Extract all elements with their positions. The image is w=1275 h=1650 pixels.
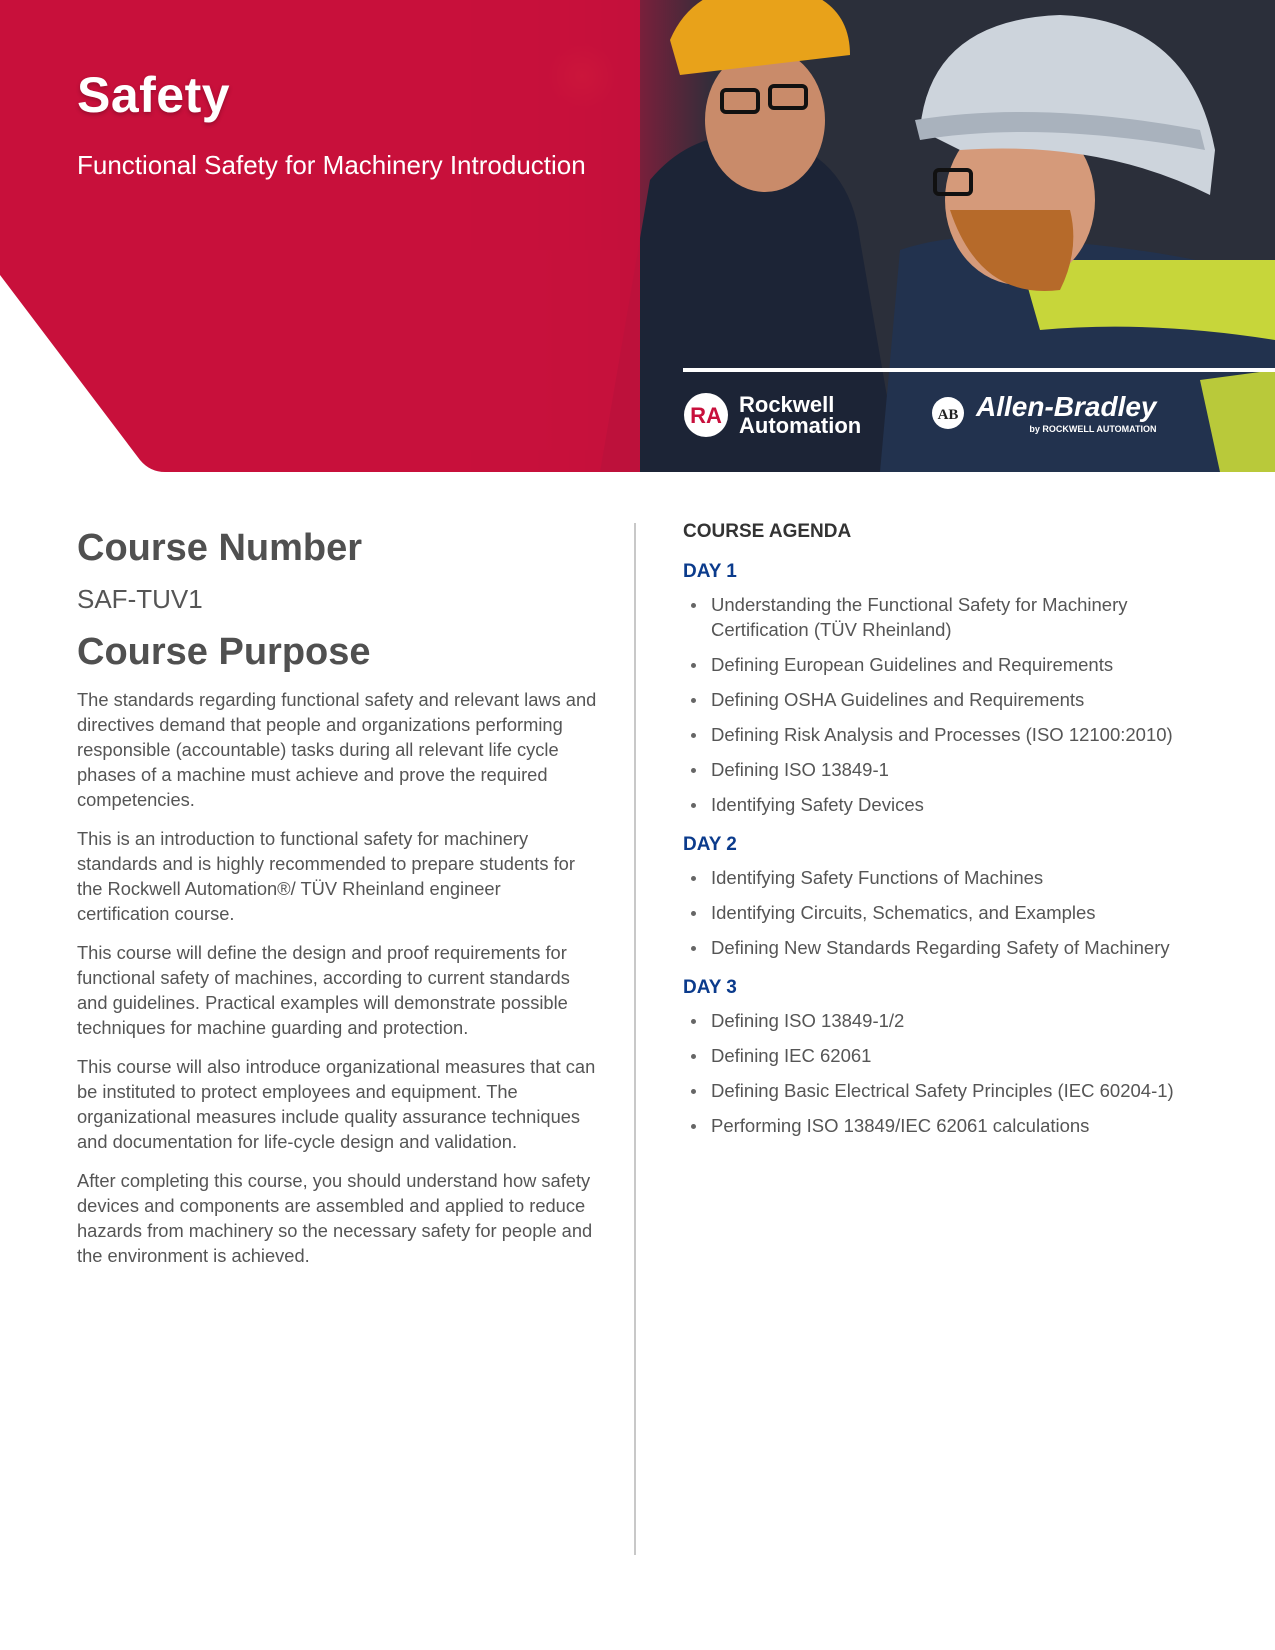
- agenda-item: Defining OSHA Guidelines and Requirements: [683, 687, 1228, 712]
- agenda-item: Identifying Circuits, Schematics, and Examples: [683, 900, 1228, 925]
- day-2-list: [683, 865, 1228, 960]
- ab-mark-text: AB: [937, 407, 959, 423]
- day-1-list: [683, 592, 1228, 817]
- allen-bradley-logo: [930, 392, 1157, 434]
- purpose-paragraph: This course will define the design and proof requirements for functional safety of machines, according to current standards and guidelines. Practical examples will demonstrate possible techniques for machine guarding and protection.: [77, 942, 570, 1038]
- course-code: SAF-TUV1: [77, 584, 203, 614]
- agenda-item: Identifying Safety Devices: [683, 792, 1228, 817]
- agenda-item: Defining Risk Analysis and Processes (ISO 12100:2010): [683, 722, 1228, 747]
- ab-logo-byline: by ROCKWELL AUTOMATION: [1029, 424, 1157, 434]
- ab-mark-icon: [930, 395, 966, 431]
- purpose-paragraph: This is an introduction to functional safety for machinery standards and is highly recommended to prepare students for the Rockwell Automation®/ TÜV Rheinland engineer certification course.: [77, 828, 575, 924]
- course-info-column: [77, 525, 597, 1282]
- day-3-heading: DAY 3: [683, 977, 737, 998]
- ra-logo-line2: Automation: [739, 413, 862, 438]
- day-3-list: [683, 1008, 1228, 1138]
- hero-subtitle: Functional Safety for Machinery Introduction: [77, 150, 586, 180]
- ab-logo-name: Allen-Bradley: [976, 391, 1157, 422]
- course-purpose-heading: Course Purpose: [77, 631, 371, 673]
- agenda-item: Defining New Standards Regarding Safety of Machinery: [683, 935, 1228, 960]
- agenda-item: Defining IEC 62061: [683, 1043, 1228, 1068]
- course-agenda-heading: COURSE AGENDA: [683, 521, 852, 542]
- rockwell-automation-logo: [683, 392, 861, 438]
- purpose-paragraph: This course will also introduce organizational measures that can be instituted to protect employees and equipment. The organizational measures include quality assurance techniques and documentation for life-cycle design and validation.: [77, 1056, 596, 1152]
- day-1-heading: DAY 1: [683, 561, 737, 582]
- course-number-heading: Course Number: [77, 527, 363, 569]
- ra-mark-text: RA: [690, 403, 722, 428]
- purpose-paragraph: The standards regarding functional safety and relevant laws and directives demand that people and organizations performing responsible (accountable) tasks during all relevant life cycle phases of a machine must achieve and prove the required competencies.: [77, 689, 597, 810]
- agenda-item: Performing ISO 13849/IEC 62061 calculations: [683, 1113, 1228, 1138]
- hero-banner: [0, 0, 1275, 472]
- ra-mark-icon: [683, 392, 729, 438]
- ra-logo-line1: Rockwell: [739, 392, 835, 417]
- course-purpose-body: [77, 687, 597, 1268]
- hero-divider-line: [683, 368, 1275, 372]
- agenda-item: Defining Basic Electrical Safety Principles (IEC 60204-1): [683, 1078, 1228, 1103]
- hero-title: Safety: [77, 67, 231, 123]
- agenda-item: Defining ISO 13849-1/2: [683, 1008, 1228, 1033]
- day-2-heading: DAY 2: [683, 834, 737, 855]
- course-agenda-column: [683, 520, 1228, 1148]
- purpose-paragraph: After completing this course, you should understand how safety devices and components are assembled and applied to reduce hazards from machinery so the necessary safety for people and the environment is achieved.: [77, 1170, 593, 1266]
- agenda-item: Understanding the Functional Safety for Machinery Certification (TÜV Rheinland): [683, 592, 1228, 642]
- agenda-item: Defining European Guidelines and Requirements: [683, 652, 1228, 677]
- agenda-item: Defining ISO 13849-1: [683, 757, 1228, 782]
- column-divider: [634, 523, 636, 1555]
- agenda-item: Identifying Safety Functions of Machines: [683, 865, 1228, 890]
